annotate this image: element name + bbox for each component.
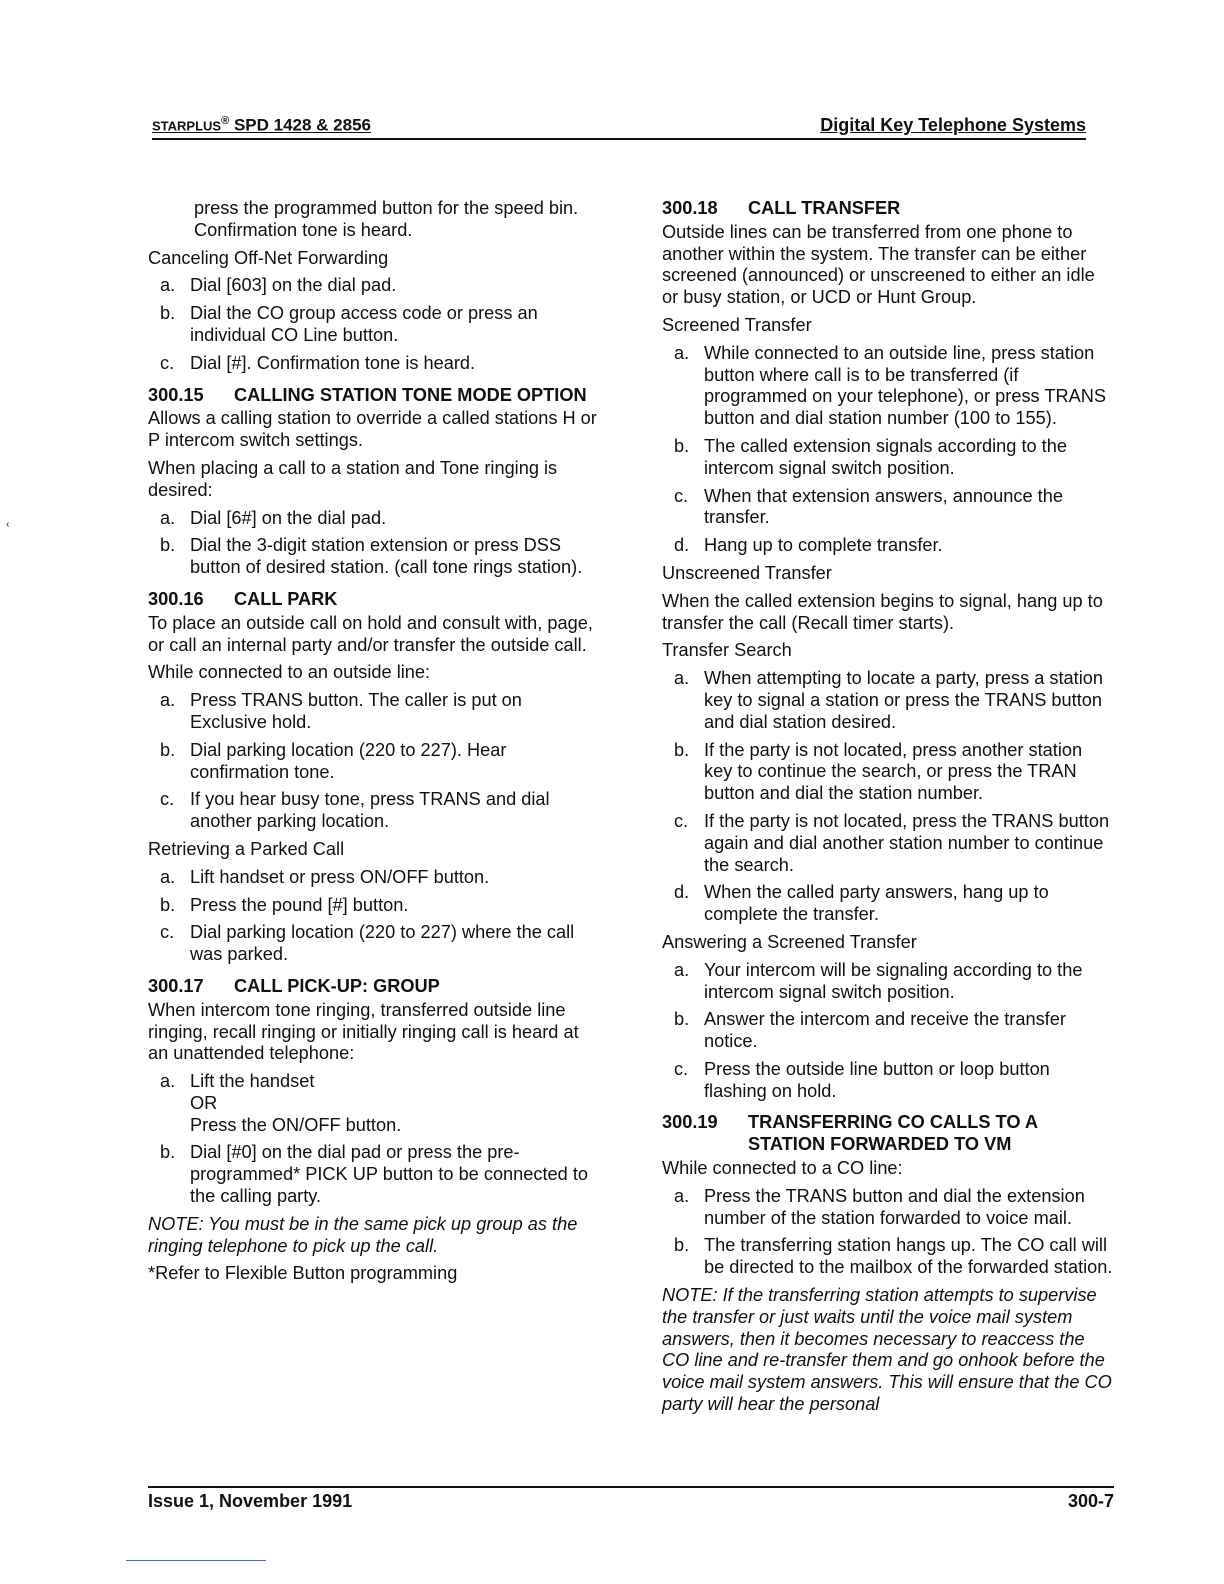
list-item (674, 1186, 1114, 1230)
item-text: Dial parking location (220 to 227) where the call was parked. (190, 922, 575, 965)
item-label: c. (160, 789, 175, 810)
item-label: b. (160, 535, 176, 556)
park-list (148, 690, 600, 833)
item-text: When that extension answers, announce the transfer. (704, 485, 1063, 528)
list-item (160, 1071, 600, 1136)
item-label: a. (160, 507, 176, 528)
subheading-canceling: Canceling Off-Net Forwarding (148, 247, 389, 268)
item-text: Dial the CO group access code or press an individual CO Line button. (190, 303, 538, 345)
note: NOTE: If the transferring station attempts to supervise the transfer or just waits until the voice mail system answers, then it becomes necessary to reaccess the CO line and re-transfer them and go onhook before the voice mail system answers. This will ensure that the CO party will hear the personal (662, 1285, 1112, 1415)
item-label: c. (160, 352, 175, 373)
page-footer (148, 1486, 1114, 1514)
item-label: c. (674, 810, 689, 831)
item-text: Your intercom will be signaling according to the intercom signal switch position. (704, 959, 1083, 1002)
paragraph: When intercom tone ringing, transferred outside line ringing, recall ringing or initially ringing call is heard at an unattended telephone: (148, 999, 579, 1064)
list-item (674, 740, 1114, 805)
item-text: Press the TRANS button and dial the extension number of the station forwarded to voice mail. (704, 1185, 1085, 1228)
item-label: b. (674, 435, 690, 456)
vm-list (662, 1186, 1114, 1279)
item-text: If the party is not located, press the TRANS button again and dial another station number to continue the search. (704, 810, 1110, 875)
list-item (160, 1142, 600, 1207)
item-line: Lift the handset (190, 1071, 315, 1092)
list-item (160, 922, 600, 966)
paragraph: While connected to an outside line: (148, 662, 431, 683)
item-text: The called extension signals according to the intercom signal switch position. (704, 435, 1067, 478)
list-item (674, 343, 1114, 430)
section-300-18 (662, 198, 1114, 220)
list-item (160, 789, 600, 833)
item-text (190, 1071, 600, 1136)
subheading-search: Transfer Search (662, 640, 792, 661)
search-list (662, 668, 1114, 926)
list-item (674, 535, 1114, 557)
section-number: 300.19 (662, 1112, 718, 1133)
section-title: TRANSFERRING CO CALLS TO A STATION FORWARDED TO VM (748, 1112, 1038, 1155)
item-text: Dial [6#] on the dial pad. (190, 507, 387, 528)
header-title: Digital Key Telephone Systems (820, 115, 1086, 135)
header-brand: STARPLUS (152, 119, 222, 134)
item-label: b. (674, 1009, 690, 1030)
section-number: 300.17 (148, 975, 204, 996)
header-product (152, 115, 371, 136)
item-text: Press TRANS button. The caller is put on Exclusive hold. (190, 690, 522, 732)
subheading-screened: Screened Transfer (662, 314, 812, 335)
margin-mark: ‹ (6, 519, 10, 530)
item-text: Dial parking location (220 to 227). Hear confirmation tone. (190, 739, 507, 782)
section-300-15 (148, 385, 600, 407)
item-line: OR (190, 1092, 218, 1113)
item-label: b. (674, 739, 690, 760)
item-label: a. (674, 959, 690, 980)
subheading-answering: Answering a Screened Transfer (662, 931, 917, 952)
cancel-list (148, 275, 600, 374)
item-text: If the party is not located, press another station key to continue the search, or press the TRAN button and dial the station number. (704, 739, 1083, 804)
list-item (674, 1059, 1114, 1103)
item-label: a. (160, 1071, 176, 1092)
item-text: Lift handset or press ON/OFF button. (190, 866, 490, 887)
item-line: Press the ON/OFF button. (190, 1114, 402, 1135)
section-300-16 (148, 589, 600, 611)
footnote: *Refer to Flexible Button programming (148, 1263, 458, 1284)
item-text: While connected to an outside line, press station button where call is to be transferred (if programmed on your telephone), or press TRANS button and dial station number (100 to 155). (704, 342, 1106, 429)
item-label: c. (674, 1058, 689, 1079)
item-label: c. (674, 485, 689, 506)
footer-issue: Issue 1, November 1991 (148, 1491, 353, 1511)
list-item (160, 508, 600, 530)
divider (126, 1560, 266, 1561)
item-label: a. (674, 1185, 690, 1206)
subheading-unscreened: Unscreened Transfer (662, 562, 832, 583)
list-item (674, 882, 1114, 926)
registered-mark: ® (221, 115, 230, 128)
item-label: b. (160, 303, 176, 324)
item-label: c. (160, 922, 175, 943)
screened-list (662, 343, 1114, 557)
tone-list (148, 508, 600, 579)
paragraph: While connected to a CO line: (662, 1158, 903, 1179)
section-number: 300.16 (148, 588, 204, 609)
item-text: When the called party answers, hang up to complete the transfer. (704, 882, 1049, 925)
list-item (674, 1009, 1114, 1053)
item-label: d. (674, 882, 690, 903)
retrieve-list (148, 867, 600, 966)
header-model: SPD 1428 & 2856 (229, 116, 371, 135)
item-text: The transferring station hangs up. The CO call will be directed to the mailbox of the forwarded station. (704, 1235, 1113, 1278)
section-300-17 (148, 976, 600, 998)
paragraph: When the called extension begins to signal, hang up to transfer the call (Recall timer starts). (662, 590, 1103, 633)
paragraph: To place an outside call on hold and consult with, page, or call an internal party and/or transfer the outside call. (148, 612, 593, 655)
section-title: CALL PICK-UP: GROUP (234, 975, 440, 996)
note: NOTE: You must be in the same pick up group as the ringing telephone to pick up the call. (148, 1213, 578, 1256)
item-text: Dial [#0] on the dial pad or press the pre-programmed* PICK UP button to be connected to the calling party. (190, 1142, 589, 1207)
item-label: b. (160, 1142, 176, 1163)
item-label: a. (160, 275, 176, 296)
section-title: CALLING STATION TONE MODE OPTION (234, 384, 587, 405)
item-text: Dial [603] on the dial pad. (190, 275, 397, 296)
list-item (160, 867, 600, 889)
page-number: 300-7 (1067, 1491, 1114, 1511)
list-item (674, 811, 1114, 876)
list-item (674, 436, 1114, 480)
list-item (674, 668, 1114, 733)
item-label: b. (160, 894, 176, 915)
item-text: Press the pound [#] button. (190, 894, 409, 915)
list-item (160, 895, 600, 917)
list-item (160, 353, 600, 375)
item-text: Dial the 3-digit station extension or press DSS button of desired station. (call tone rings station). (190, 535, 583, 578)
item-text: Press the outside line button or loop button flashing on hold. (704, 1058, 1050, 1101)
section-number: 300.15 (148, 384, 204, 405)
item-text: Answer the intercom and receive the transfer notice. (704, 1009, 1066, 1052)
section-title: CALL TRANSFER (748, 198, 901, 218)
list-item (674, 486, 1114, 530)
item-label: a. (674, 342, 690, 363)
list-item (160, 740, 600, 784)
list-item (160, 303, 600, 347)
list-item (674, 960, 1114, 1004)
subheading-retrieving: Retrieving a Parked Call (148, 838, 345, 859)
item-label: a. (160, 690, 176, 711)
item-label: b. (674, 1235, 690, 1256)
item-label: b. (160, 739, 176, 760)
continued-step: press the programmed button for the speed bin. Confirmation tone is heard. (194, 198, 579, 240)
list-item (160, 535, 600, 579)
item-label: a. (160, 866, 176, 887)
item-label: a. (674, 668, 690, 689)
answer-list (662, 960, 1114, 1103)
section-number: 300.18 (662, 198, 718, 218)
item-text: Dial [#]. Confirmation tone is heard. (190, 352, 476, 373)
section-300-19 (662, 1112, 1114, 1156)
list-item (160, 690, 600, 734)
paragraph: When placing a call to a station and Tone ringing is desired: (148, 457, 558, 500)
paragraph: Allows a calling station to override a called stations H or P intercom switch settings. (148, 408, 597, 451)
right-column (662, 198, 1114, 1422)
list-item (674, 1235, 1114, 1279)
page-header (152, 112, 1086, 140)
item-text: When attempting to locate a party, press a station key to signal a station or press the TRANS button and dial station desired. (704, 668, 1103, 732)
item-label: d. (674, 535, 690, 556)
list-item (160, 275, 600, 297)
item-text: Hang up to complete transfer. (704, 535, 943, 556)
left-column (148, 198, 600, 1291)
paragraph: Outside lines can be transferred from one phone to another within the system. The transfer can be either screened (announced) or unscreened to either an idle or busy station, or UCD or Hunt Group. (662, 221, 1095, 308)
item-text: If you hear busy tone, press TRANS and dial another parking location. (190, 789, 550, 832)
section-title: CALL PARK (234, 588, 338, 609)
